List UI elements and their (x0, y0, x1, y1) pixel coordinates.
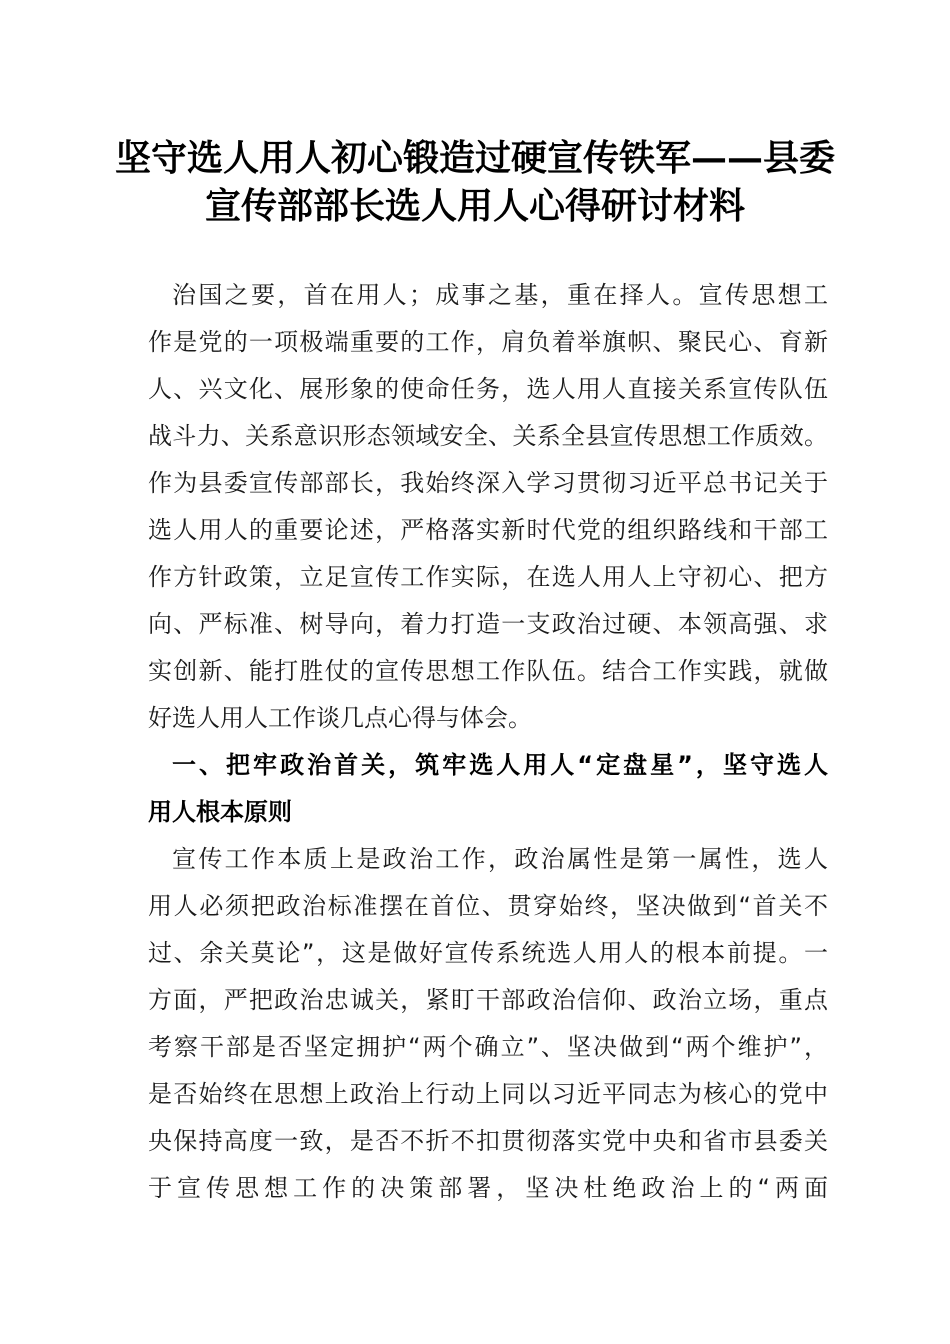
paragraph-2-line-6: 是否始终在思想上政治上行动上同以习近平同志为核心的党中 (148, 1080, 828, 1108)
paragraph-1-line-8: 向、严标准、树导向，着力打造一支政治过硬、本领高强、求 (148, 610, 828, 638)
paragraph-2-line-3: 过、余关莫论”，这是做好宣传系统选人用人的根本前提。一 (148, 939, 828, 967)
paragraph-1-line-1: 治国之要，首在用人；成事之基，重在择人。宣传思想工 (172, 281, 828, 309)
paragraph-1-line-10: 好选人用人工作谈几点心得与体会。 (148, 704, 532, 732)
paragraph-1-line-2: 作是党的一项极端重要的工作，肩负着举旗帜、聚民心、育新 (148, 328, 828, 356)
paragraph-2-line-1: 宣传工作本质上是政治工作，政治属性是第一属性，选人 (172, 845, 828, 873)
paragraph-2-line-5: 考察干部是否坚定拥护“两个确立”、坚决做到“两个维护”， (148, 1033, 828, 1061)
paragraph-2-line-4: 方面，严把政治忠诚关，紧盯干部政治信仰、政治立场，重点 (148, 986, 828, 1014)
paragraph-2-line-7: 央保持高度一致，是否不折不扣贯彻落实党中央和省市县委关 (148, 1127, 828, 1155)
paragraph-1-line-3: 人、兴文化、展形象的使命任务，选人用人直接关系宣传队伍 (148, 375, 828, 403)
document-title-line-1: 坚守选人用人初心锻造过硬宣传铁军——县委 (114, 137, 835, 179)
paragraph-2-line-8: 于宣传思想工作的决策部署，坚决杜绝政治上的“两面 (148, 1174, 828, 1202)
section-heading-1-line-1: 一、把牢政治首关，筑牢选人用人“定盘星”，坚守选人 (172, 751, 828, 779)
paragraph-1-line-4: 战斗力、关系意识形态领域安全、关系全县宣传思想工作质效。 (148, 422, 828, 450)
paragraph-1-line-6: 选人用人的重要论述，严格落实新时代党的组织路线和干部工 (148, 516, 828, 544)
paragraph-1-line-7: 作方针政策，立足宣传工作实际，在选人用人上守初心、把方 (148, 563, 828, 591)
paragraph-1-line-5: 作为县委宣传部部长，我始终深入学习贯彻习近平总书记关于 (148, 469, 828, 497)
document-title-line-2: 宣传部部长选人用人心得研讨材料 (204, 185, 745, 227)
paragraph-1-line-9: 实创新、能打胜仗的宣传思想工作队伍。结合工作实践，就做 (148, 657, 828, 685)
paragraph-2-line-2: 用人必须把政治标准摆在首位、贯穿始终，坚决做到“首关不 (148, 892, 828, 920)
section-heading-1-line-2: 用人根本原则 (148, 798, 292, 826)
